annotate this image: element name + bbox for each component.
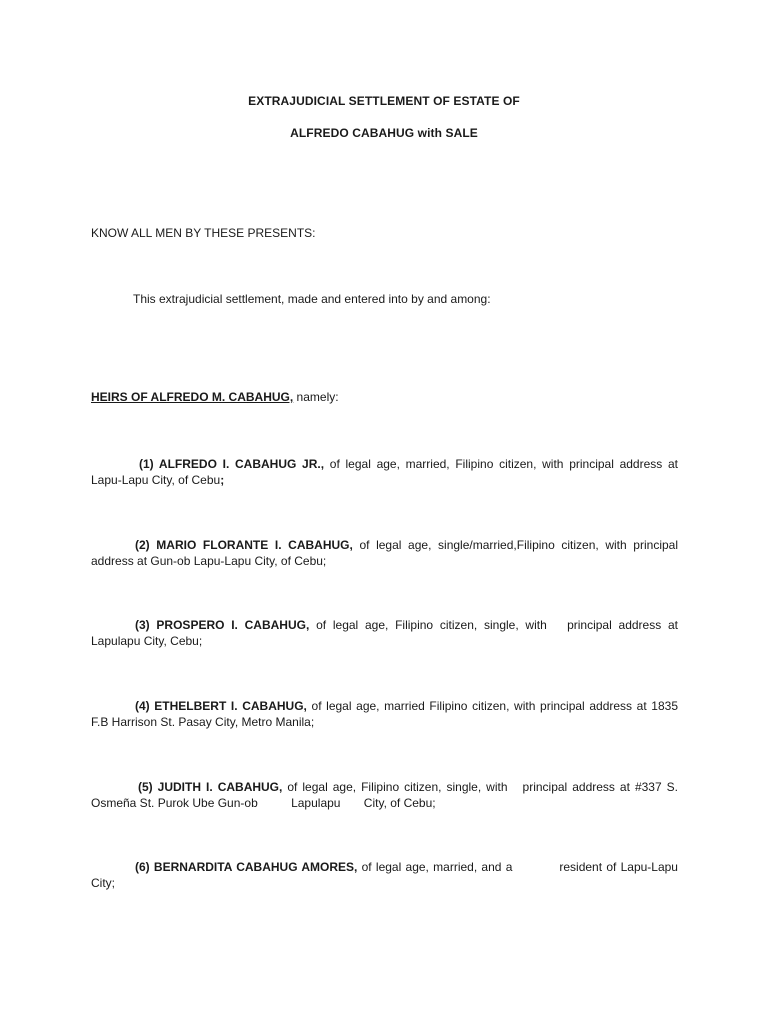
heirs-heading [91,390,339,404]
heir-name-3: (3) PROSPERO I. CABAHUG, [135,618,310,632]
heir-paragraph-2 [91,537,678,569]
document-title-line-2: ALFREDO CABAHUG with SALE [290,126,478,140]
made-clause: This extrajudicial settlement, made and entered into by and among: [133,292,491,306]
heir-details-3: of legal age, Filipino citizen, single, with principal address at Lapulapu City, Cebu; [91,618,682,648]
heir-details-6: of legal age, married, and a resident of Lapu-Lapu City; [91,860,682,890]
heir-paragraph-4 [91,698,678,730]
heirs-heading-suffix: namely: [293,390,339,404]
heir-details-1: of legal age, married, Filipino citizen, with principal address at Lapu-Lapu City, of Cebu [91,457,678,487]
heir-name-2: (2) MARIO FLORANTE I. CABAHUG, [135,538,353,552]
heir-name-4: (4) ETHELBERT I. CABAHUG, [135,699,307,713]
heir-details-5: of legal age, Filipino citizen, single, with principal address at #337 S. Osmeña St. Purok Ube Gun-ob Lapulapu City, of Cebu; [91,780,682,810]
heirs-heading-label: HEIRS OF ALFREDO M. CABAHUG, [91,390,294,404]
heir-paragraph-5 [91,779,682,811]
heir-paragraph-3 [91,617,682,649]
document-title-line-1: EXTRAJUDICIAL SETTLEMENT OF ESTATE OF [248,94,520,108]
heir-paragraph-6 [91,859,682,891]
heir-details-4: of legal age, married Filipino citizen, with principal address at 1835 F.B Harrison St. Pasay City, Metro Manila; [91,699,678,729]
heir-name-6: (6) BERNARDITA CABAHUG AMORES, [135,860,358,874]
heir-end-1: ; [220,473,225,487]
heir-name-5: (5) JUDITH I. CABAHUG, [138,780,283,794]
heir-paragraph-1 [91,456,678,488]
heir-details-2: of legal age, single/married,Filipino citizen, with principal address at Gun-ob Lapu-Lapu City, of Cebu; [91,538,679,568]
intro-line: KNOW ALL MEN BY THESE PRESENTS: [91,226,316,240]
heir-name-1: (1) ALFREDO I. CABAHUG JR., [139,457,325,471]
